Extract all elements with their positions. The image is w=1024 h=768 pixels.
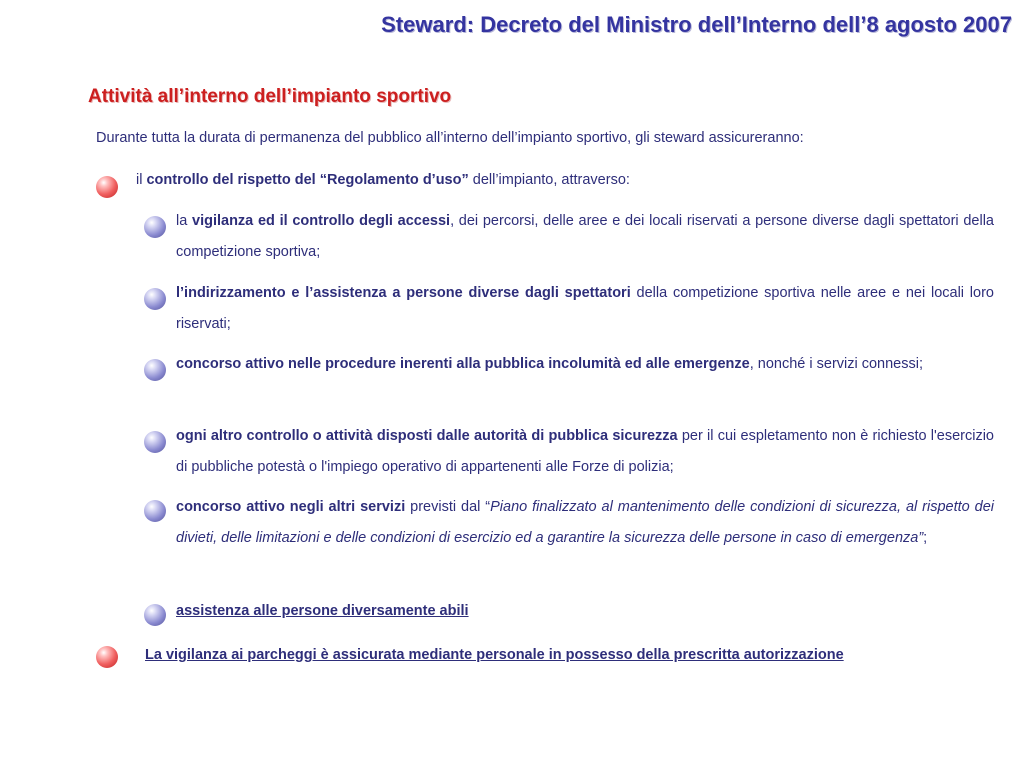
item-underlined-text: La vigilanza ai parcheggi è assicurata mediante personale in possesso della prescritta autorizzazione [145, 647, 844, 663]
item-text: per il cui espletamento non è richiesto l'esercizio di pubbliche potestà o l'impiego operativo di appartenenti alle Forze di polizia; [176, 428, 994, 475]
sub-item-indirizzamento [176, 278, 994, 340]
red-bullet-icon [96, 646, 118, 668]
blue-bullet-icon [144, 216, 166, 238]
red-bullet-icon [96, 176, 118, 198]
intro-text: Durante tutta la durata di permanenza del pubblico all’interno dell’impianto sportivo, gli steward assicureranno: [96, 130, 804, 146]
blue-bullet-icon [144, 500, 166, 522]
item-text: la [176, 213, 192, 229]
sub-item-vigilanza [176, 206, 994, 268]
list-item-regolamento [136, 172, 630, 188]
blue-bullet-icon [144, 604, 166, 626]
item-text: , dei percorsi, delle aree e dei locali riservati a persone diverse dagli spettatori della competizione sportiva; [176, 213, 994, 260]
item-bold-text: vigilanza ed il controllo degli accessi [192, 213, 451, 229]
sub-item-controllo [176, 421, 994, 483]
item-text: della competizione sportiva nelle aree e nei locali loro riservati; [176, 285, 994, 332]
sub-item-assistenza [176, 596, 994, 627]
blue-bullet-icon [144, 359, 166, 381]
item-bold-text: l’indirizzamento e l’assistenza a persone diverse dagli spettatori [176, 285, 631, 301]
sub-item-servizi [176, 492, 994, 554]
section-heading: Attività all’interno dell’impianto sportivo [88, 86, 452, 107]
sub-item-emergenze [176, 349, 994, 380]
item-italic-text: Piano finalizzato al mantenimento delle condizioni di sicurezza, al rispetto dei divieti, delle limitazioni e delle condizioni di esercizio ed a garantire la sicurezza delle persone in caso di emergenza” [176, 499, 994, 546]
item-text: , nonché i servizi connessi; [749, 356, 923, 372]
item-bold-text: ogni altro controllo o attività disposti dalle autorità di pubblica sicurezza [176, 428, 678, 444]
item-text: il [136, 172, 147, 188]
item-text: dell’impianto, attraverso: [468, 172, 630, 188]
blue-bullet-icon [144, 431, 166, 453]
item-bold-text: concorso attivo negli altri servizi [176, 499, 406, 515]
item-bold-text: controllo del rispetto del “Regolamento d’uso” [146, 172, 469, 188]
item-text: previsti dal “ [405, 499, 491, 515]
item-text: ; [923, 530, 928, 546]
item-underlined-text: assistenza alle persone diversamente abili [176, 603, 469, 619]
item-bold-text: concorso attivo nelle procedure inerenti alla pubblica incolumità ed alle emergenze [176, 356, 750, 372]
slide-title: Steward: Decreto del Ministro dell’Interno dell’8 agosto 2007 [381, 12, 1012, 37]
blue-bullet-icon [144, 288, 166, 310]
list-item-parcheggi [145, 647, 844, 663]
